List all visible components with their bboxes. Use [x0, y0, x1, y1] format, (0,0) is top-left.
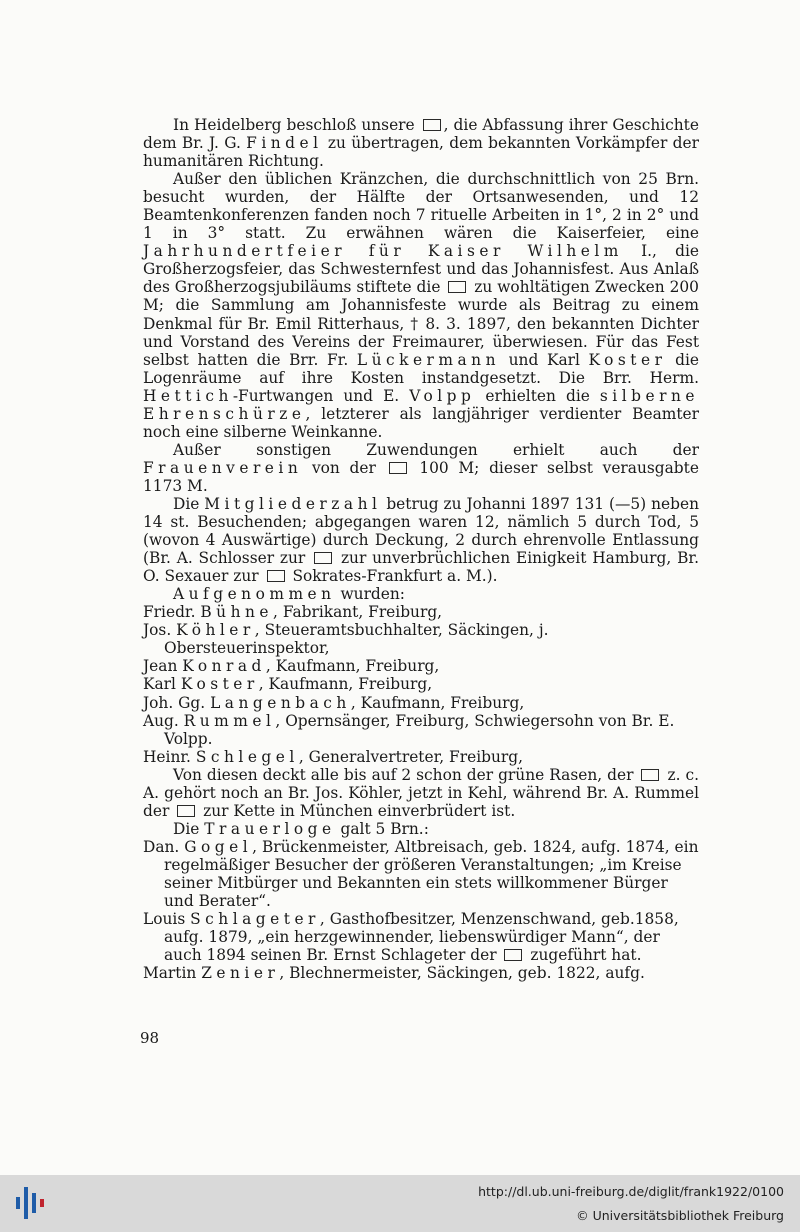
paragraph	[143, 495, 699, 585]
person-details: , Blechnermeister, Säckingen, geb. 1822, aufg.	[279, 964, 645, 983]
spaced-surname: Köhler	[176, 621, 255, 640]
spaced-name: silberne Ehrenschürze	[143, 386, 699, 423]
spaced-name: Hettich	[143, 386, 233, 405]
person-details: , Gasthofbesitzer, Menzenschwand, geb.1858, aufg. 1879, „ein herzgewinnender, liebenswürdiger Mann“, der auch 1894 seinen Br. Ernst Schlageter der	[164, 910, 679, 965]
given-name: Jos.	[143, 621, 177, 640]
spaced-name: Findel	[246, 134, 323, 153]
spaced-surname: Schlageter	[190, 910, 320, 929]
text-run: zur Kette in München einverbrüdert ist.	[203, 801, 516, 820]
spaced-name: Koster	[588, 350, 667, 369]
person-details: , Brückenmeister, Altbreisach, geb. 1824, aufg. 1874, ein regelmäßiger Besucher der größeren Veranstaltungen; „im Kreise seiner Mitbürger und Bekannten ein stets willkommener Bürger und Berater“.	[164, 837, 699, 911]
text-run: z. c. A. gehört noch an Br. Jos. Köhler, jetzt in Kehl, während Br. A. Rummel der	[143, 765, 699, 820]
text-run: galt 5 Brn.:	[340, 819, 429, 838]
text-run: Von diesen deckt alle bis auf 2 schon der grüne Rasen, der	[173, 765, 634, 784]
spaced-heading: Aufgenommen	[173, 585, 336, 604]
text-run: und Karl	[508, 350, 580, 369]
member-entry	[143, 748, 699, 766]
text-run: zur unverbrüchlichen Einigkeit Hamburg, Br. O. Sexauer zur	[143, 549, 699, 586]
text-run: erhielten die	[485, 386, 590, 405]
text-run: Die	[173, 494, 200, 513]
member-entry	[143, 675, 699, 693]
given-name: Friedr.	[143, 603, 201, 622]
spaced-name: Frauenverein	[143, 458, 303, 477]
given-name: Joh. Gg.	[143, 693, 211, 712]
text-run: zu übertragen, dem bekannten Vorkämpfer der humanitären Richtung.	[143, 134, 699, 171]
text-run: betrug zu Johanni 1897 131 (—5) neben 14 st. Besuchenden; abgegangen waren 12, nämlich 5 durch Tod, 5 (wovon 4 Auswärtige) durch Deckung, 2 durch ehrenvolle Entlassung (Br. A. Schlosser zur	[143, 494, 699, 568]
spaced-heading: Trauerloge	[204, 819, 336, 838]
spaced-surname: Langenbach	[210, 693, 351, 712]
spaced-surname: Zenier	[201, 964, 280, 983]
spaced-name: Mitgliederzahl	[204, 494, 382, 513]
deceased-entry	[143, 910, 699, 964]
member-entry	[143, 712, 699, 748]
paragraph	[143, 170, 699, 441]
text-run: 100 M; dieser selbst verausgabte 1173 M.	[143, 458, 699, 495]
spaced-name: Jahrhundertfeier für Kaiser Wilhelm	[143, 242, 623, 261]
text-run: I., die Großherzogsfeier, das Schwesternfest und das Johannisfest. Aus Anlaß des Großherzogsjubiläums stiftete die	[143, 242, 699, 297]
given-name: Martin	[143, 964, 202, 983]
text-run: In Heidelberg beschloß unsere	[173, 116, 415, 134]
member-entry	[143, 657, 699, 675]
footer-bar	[0, 1175, 800, 1232]
lodge-symbol-icon	[448, 281, 466, 293]
deceased-entry	[143, 838, 699, 910]
member-entry	[143, 621, 699, 657]
deceased-entry	[143, 964, 699, 982]
paragraph	[143, 766, 699, 820]
text-run: wurden:	[340, 585, 405, 604]
text-run: von der	[311, 458, 376, 477]
paragraph	[143, 116, 699, 170]
spaced-name: Volpp	[409, 386, 476, 405]
spaced-surname: Gogel	[184, 837, 253, 856]
text-run: zu wohltätigen Zwecken 200 M; die Sammlung am Johannisfeste wurde als Beitrag zu einem Denkmal für Br. Emil Ritterhaus, † 8. 3. 1897, den bekannten Dichter und Vorstand des Vereins der Freimaurer, überwiesen. Für das Fest selbst hatten die Brr. Fr.	[143, 278, 699, 369]
member-entry	[143, 603, 699, 621]
text-run: Außer den üblichen Kränzchen, die durchschnittlich von 25 Brn. besucht wurden, der Hälfte der Ortsanwesenden, und 12 Beamtenkonferenzen fanden noch 7 rituelle Arbeiten in 1°, 2 in 2° und 1 in 3° statt. Zu erwähnen wären die Kaiserfeier, eine	[143, 170, 699, 243]
page-body-text	[143, 116, 699, 982]
deceased-list	[143, 838, 699, 982]
text-run: Sokrates-Frankfurt a. M.).	[292, 567, 498, 586]
text-run: Außer sonstigen Zuwendungen erhielt auch der	[173, 440, 699, 459]
person-details: , Opernsänger, Freiburg, Schwiegersohn von Br. E. Volpp.	[164, 711, 675, 748]
person-details: , Kaufmann, Freiburg,	[350, 693, 525, 712]
text-run: Die	[173, 819, 200, 838]
text-run: -Furtwangen und E.	[232, 386, 400, 405]
person-details: , Kaufmann, Freiburg,	[265, 657, 440, 676]
person-details: , Steueramtsbuchhalter, Säckingen, j. Obersteuerinspektor,	[164, 621, 549, 658]
spaced-surname: Koster	[180, 675, 259, 694]
member-entry	[143, 694, 699, 712]
text-run: die Logenräume auf ihre Kosten instandgesetzt. Die Brr. Herm.	[143, 350, 699, 387]
section-heading	[143, 585, 699, 603]
spaced-surname: Konrad	[182, 657, 266, 676]
person-details: zugeführt hat.	[525, 946, 642, 965]
given-name: Dan.	[143, 837, 185, 856]
section-heading	[143, 820, 699, 838]
spaced-surname: Rummel	[183, 711, 276, 730]
lodge-symbol-icon	[504, 949, 522, 961]
lodge-symbol-icon	[177, 805, 195, 817]
copyright-notice: © Universitätsbibliothek Freiburg	[576, 1208, 784, 1223]
ub-freiburg-logo-icon	[14, 1183, 46, 1223]
lodge-symbol-icon	[423, 119, 441, 131]
text-run: , die Abfassung ihrer Geschichte dem Br. J. G.	[143, 116, 699, 153]
given-name: Jean	[143, 657, 183, 676]
given-name: Heinr.	[143, 747, 196, 766]
lodge-symbol-icon	[389, 462, 407, 474]
paragraph	[143, 441, 699, 495]
text-run: , letzterer als langjähriger verdienter Beamter noch eine silberne Weinkanne.	[143, 404, 699, 441]
given-name: Louis	[143, 910, 191, 929]
person-details: , Kaufmann, Freiburg,	[258, 675, 433, 694]
source-url[interactable]: http://dl.ub.uni-freiburg.de/diglit/frank1922/0100	[478, 1184, 784, 1199]
given-name: Aug.	[143, 711, 184, 730]
spaced-surname: Schlegel	[195, 747, 299, 766]
spaced-name: Lückermann	[356, 350, 500, 369]
member-list	[143, 603, 699, 765]
lodge-symbol-icon	[314, 552, 332, 564]
spaced-surname: Bühne	[200, 603, 274, 622]
lodge-symbol-icon	[267, 570, 285, 582]
lodge-symbol-icon	[641, 769, 659, 781]
page-number: 98	[140, 1029, 160, 1047]
person-details: , Fabrikant, Freiburg,	[273, 603, 443, 622]
given-name: Karl	[143, 675, 181, 694]
person-details: , Generalvertreter, Freiburg,	[298, 747, 523, 766]
